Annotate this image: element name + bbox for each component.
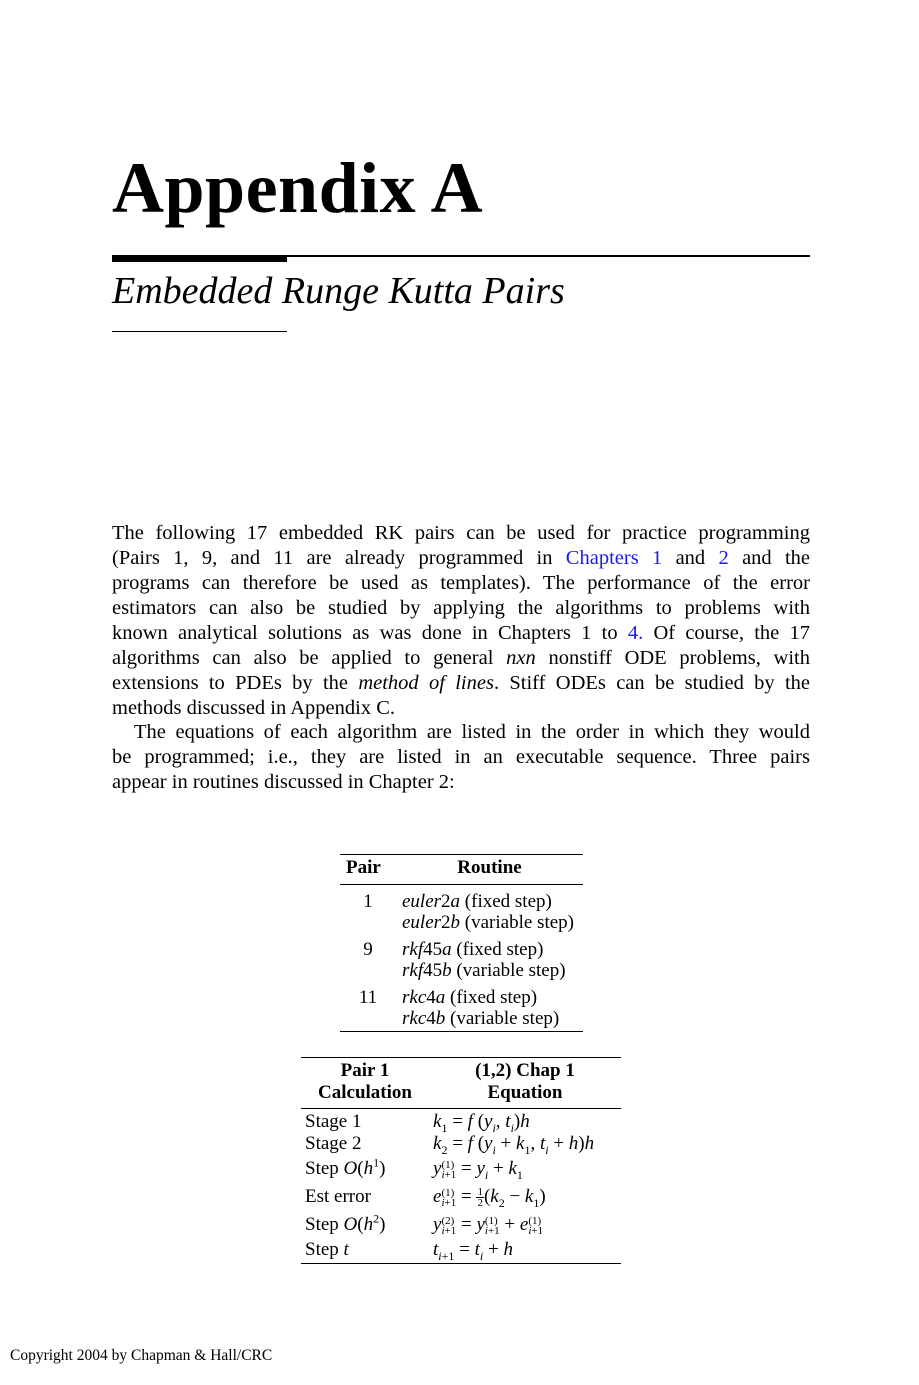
appendix-subtitle: Embedded Runge Kutta Pairs (112, 270, 565, 312)
appendix-title: Appendix A (112, 148, 484, 228)
header-pair: Pair (340, 855, 396, 885)
table-row: Est error e (1) i+1 = $\frac{1}{2}$ $(k_2 - k_1)$ (301, 1183, 621, 1211)
equation-stage1: $k_1 = f$ ($y_i$, $t_i)h$ (433, 1111, 530, 1135)
table-row: Stage 2 $k_2 = f$ ($y_i + k_1$, $t_i + h)h$ (301, 1133, 621, 1155)
chapter-2-link[interactable]: 2 (718, 547, 729, 569)
equation-step-order1: y (1) i+1 = $y_i + k_1$ (433, 1158, 523, 1182)
table-row: 9 rkf45a (fixed step) rkf45b (variable step) (363, 939, 566, 981)
header-equation: (1,2) Chap 1 Equation (429, 1058, 621, 1109)
paragraph-intro: The following 17 embedded RK pairs can be used for practice programming (Pairs 1, 9, and 11 are already programmed in Chapters 1 and 2 and the programs can therefore be used as templates). The performance of the error estimators can also be studied by applying the algorithms to problems with known analytical solutions as was done in Chapters 1 to 4. Of course, the 17 algorithms can also be applied to general nxn nonstiff ODE problems, with extensions to PDEs by the method of lines. Stiff ODEs can be studied by the methods discussed in Appendix C. (112, 522, 810, 719)
subtitle-rule (112, 331, 287, 332)
table-row: Step $O(h^2)$ y (2) i+1 = y (1) i+1 + e (1) i+1 (301, 1211, 621, 1239)
copyright-footer: Copyright 2004 by Chapman & Hall/CRC (10, 1347, 273, 1364)
table-row: Step $O(h^1)$ y (1) i+1 = $y_i + k_1$ (301, 1155, 621, 1183)
chapter-4-link[interactable]: 4. (627, 622, 644, 644)
table-row: Stage 1 $k_1 = f$ ($y_i$, $t_i)h$ (301, 1109, 621, 1134)
chapter-1-link[interactable]: Chapters 1 (565, 547, 663, 569)
title-rule-accent (112, 255, 287, 262)
table-row: 1 euler2a (fixed step) euler2b (variable step) (363, 891, 574, 933)
header-routine: Routine (396, 855, 583, 885)
table-row: 11 rkc4a (fixed step) rkc4b (variable step) (340, 981, 583, 1032)
equation-stage2: $k_2 = f$ ($y_i + k_1$, $t_i + h)h$ (433, 1133, 595, 1157)
equation-est-error: e (1) i+1 = $\frac{1}{2}$ $(k_2 - k_1)$ (433, 1186, 546, 1210)
pair-routine-table (340, 854, 583, 1032)
pair1-equation-table (301, 1057, 621, 1264)
equation-step-t: $t_{i+1} = t_i + h$ (429, 1239, 621, 1264)
paragraph-sequence: The equations of each algorithm are listed in the order in which they would be programmed; i.e., they are listed in an executable sequence. Three pairs appear in routines discussed in Chapter 2: (112, 721, 810, 793)
header-calculation: Pair 1 Calculation (301, 1058, 429, 1109)
table-row: Step t $t_{i+1} = t_i + h$ (301, 1239, 621, 1264)
equation-step-order2: y (2) i+1 = y (1) i+1 + e (1) i+1 (433, 1214, 544, 1237)
